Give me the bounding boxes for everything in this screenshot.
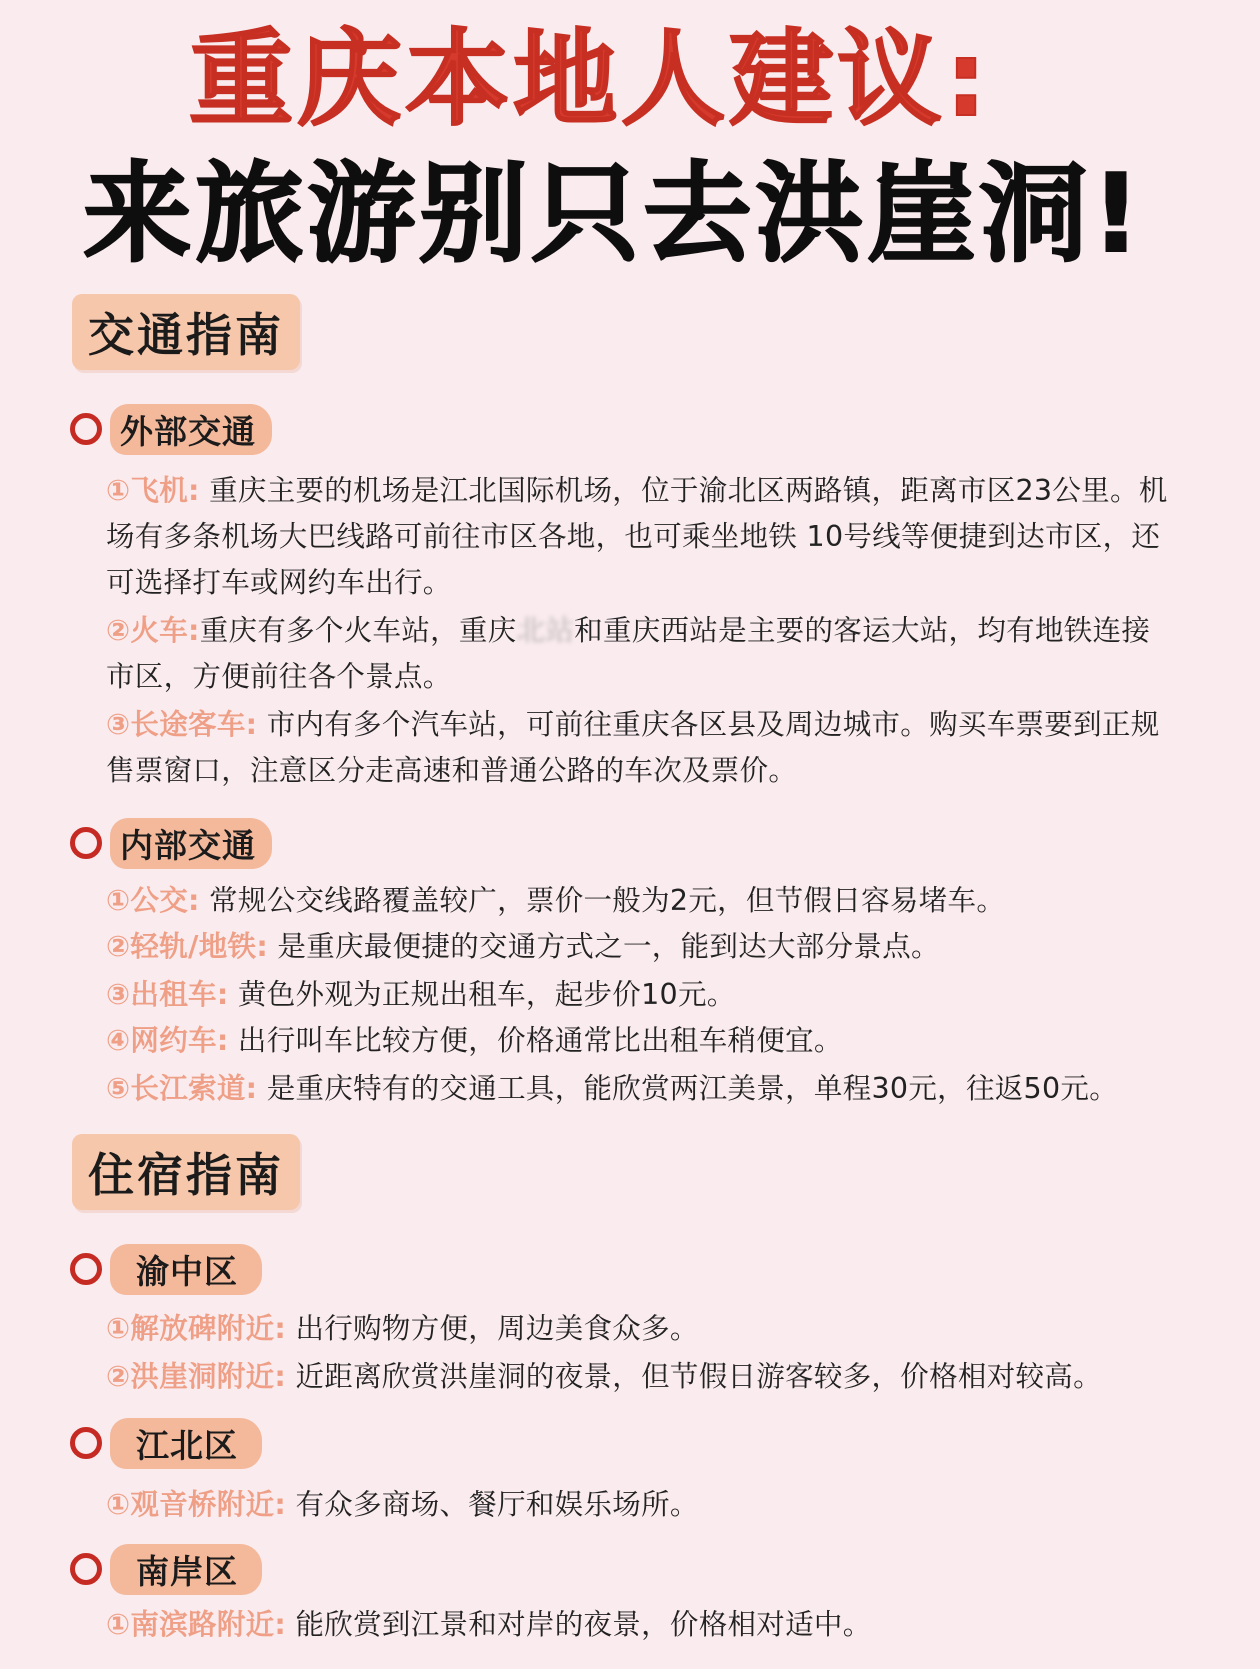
item-text: 和重庆西站是主要的客运大站，均有地铁连接市区，方便前往各个景点。 (106, 614, 1151, 693)
list-item (106, 1354, 1176, 1400)
item-text: 出行购物方便，周边美食众多。 (295, 1312, 699, 1345)
page-title: 重庆本地人建议: (189, 18, 991, 140)
item-text: 有众多商场、餐厅和娱乐场所。 (295, 1488, 699, 1521)
item-text: 市内有多个汽车站，可前往重庆各区县及周边城市。购买车票要到正规售票窗口，注意区分走高速和普通公路的车次及票价。 (106, 708, 1160, 787)
subsection-label: 内部交通 (110, 818, 272, 869)
circle-bullet-icon (70, 1553, 102, 1585)
item-key: ②洪崖洞附近: (106, 1360, 287, 1393)
list-item (106, 468, 1176, 606)
item-key: ①公交: (106, 884, 200, 917)
item-key: ②轻轨/地铁: (106, 930, 269, 963)
list-item (106, 1602, 1176, 1648)
list-item (106, 924, 1176, 970)
item-key: ①飞机: (106, 474, 200, 507)
subsection-label: 南岸区 (110, 1544, 262, 1595)
item-key: ①南滨路附近: (106, 1608, 287, 1641)
item-key: ⑤长江索道: (106, 1072, 258, 1105)
list-item (106, 608, 1176, 700)
section-header-transport: 交通指南 (72, 294, 300, 370)
circle-bullet-icon (70, 413, 102, 445)
subsection-nanan (70, 1544, 262, 1594)
blurred-text: 北站 (516, 614, 575, 647)
list-item (106, 878, 1176, 924)
item-text: 黄色外观为正规出租车，起步价10元。 (237, 978, 736, 1011)
circle-bullet-icon (70, 1427, 102, 1459)
item-key: ①观音桥附近: (106, 1488, 287, 1521)
subsection-label: 渝中区 (110, 1244, 262, 1295)
section-header-lodging: 住宿指南 (72, 1134, 300, 1210)
subsection-label: 外部交通 (110, 404, 272, 455)
item-text: 重庆主要的机场是江北国际机场，位于渝北区两路镇，距离市区23公里。机场有多条机场大巴线路可前往市区各地，也可乘坐地铁 10号线等便捷到达市区，还可选择打车或网约车出行。 (106, 474, 1168, 599)
subsection-jiangbei (70, 1418, 262, 1468)
subsection-yuzhong (70, 1244, 262, 1294)
item-text: 重庆有多个火车站，重庆 (199, 614, 517, 647)
subsection-internal-transport (70, 818, 272, 868)
item-text: 出行叫车比较方便，价格通常比出租车稍便宜。 (237, 1024, 843, 1057)
page-subtitle: 来旅游别只去洪崖洞! (83, 152, 1145, 277)
subsection-external-transport (70, 404, 272, 454)
item-key: ③长途客车: (106, 708, 258, 741)
item-key: ④网约车: (106, 1024, 229, 1057)
item-text: 近距离欣赏洪崖洞的夜景，但节假日游客较多，价格相对较高。 (295, 1360, 1102, 1393)
list-item (106, 702, 1176, 794)
item-text: 是重庆特有的交通工具，能欣赏两江美景，单程30元，往返50元。 (266, 1072, 1119, 1105)
item-key: ①解放碑附近: (106, 1312, 287, 1345)
item-text: 能欣赏到江景和对岸的夜景，价格相对适中。 (295, 1608, 872, 1641)
item-text: 是重庆最便捷的交通方式之一，能到达大部分景点。 (277, 930, 940, 963)
list-item (106, 1018, 1176, 1064)
list-item (106, 972, 1176, 1018)
item-text: 常规公交线路覆盖较广，票价一般为2元，但节假日容易堵车。 (209, 884, 1006, 917)
circle-bullet-icon (70, 1253, 102, 1285)
list-item (106, 1066, 1176, 1112)
list-item (106, 1306, 1176, 1352)
item-key: ③出租车: (106, 978, 229, 1011)
subsection-label: 江北区 (110, 1418, 262, 1469)
circle-bullet-icon (70, 827, 102, 859)
list-item (106, 1482, 1176, 1528)
item-key: ②火车: (106, 614, 200, 647)
